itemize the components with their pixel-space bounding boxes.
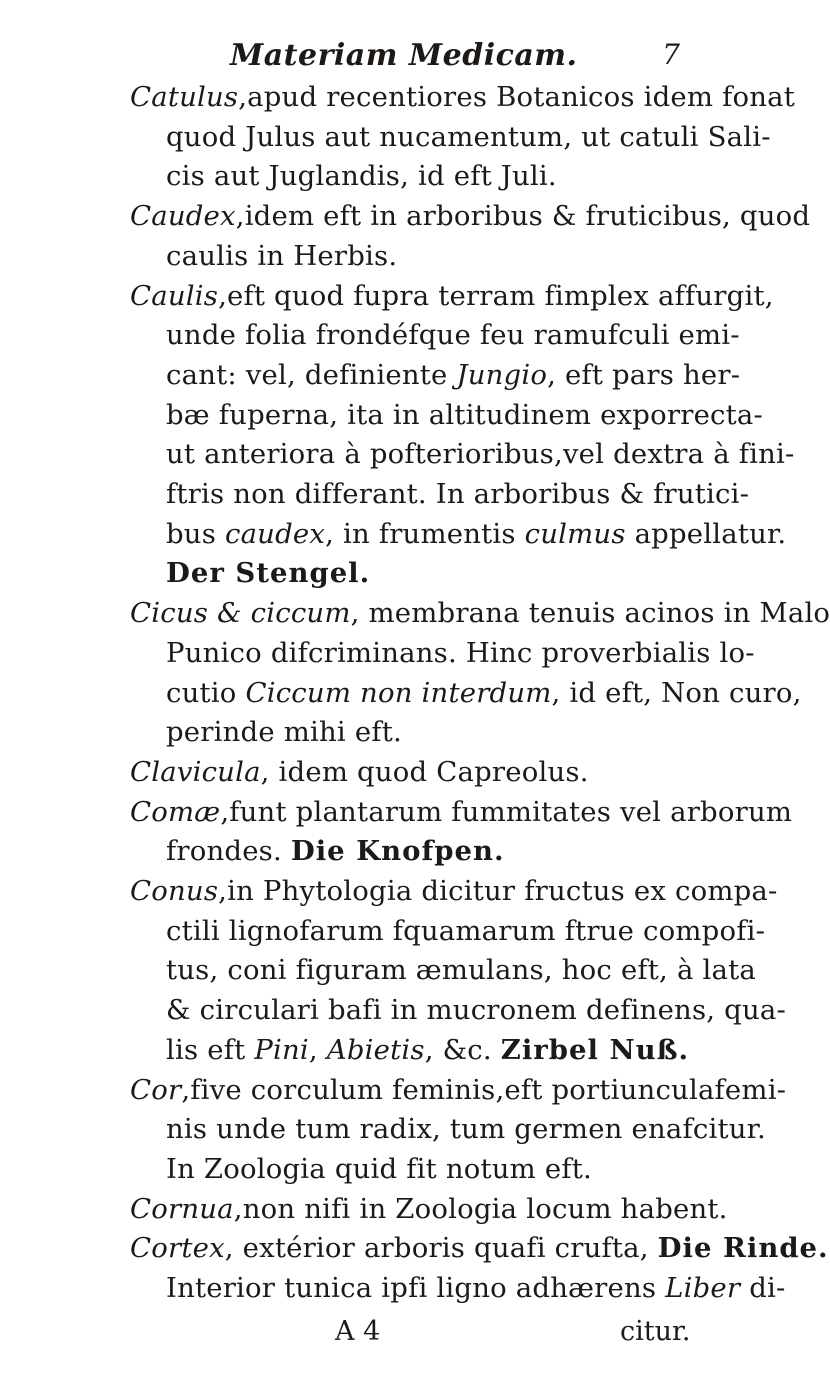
entry-line: [166, 358, 740, 392]
entry-line: [166, 953, 756, 987]
italic-term: culmus: [524, 518, 626, 550]
italic-term: Pini: [254, 1034, 309, 1066]
text-run: quod Julus aut nucamentum, ut catuli Sali-: [166, 121, 771, 153]
italic-term: Cortex: [130, 1232, 225, 1264]
text-run: lis eft: [166, 1034, 255, 1066]
entry-line: [166, 993, 786, 1027]
text-run: cutio: [166, 677, 246, 709]
running-title: Materiam Medicam.: [230, 38, 578, 73]
text-run: ut anteriora à pofterioribus,vel dextra à fini-: [166, 438, 795, 470]
text-run: , id eft, Non curo,: [551, 677, 802, 709]
italic-term: Caulis: [130, 280, 219, 312]
entry-headline: [130, 755, 589, 789]
text-run: ,idem eft in arboribus & fruticibus, quod: [235, 200, 811, 232]
text-run: Interior tunica ipfi ligno adhærens: [166, 1272, 666, 1304]
entry-line: [166, 159, 557, 193]
german-gloss: Der Stengel.: [166, 557, 371, 589]
text-run: In Zoologia quid fit notum eft.: [166, 1153, 592, 1185]
entry-headline: [130, 874, 778, 908]
italic-term: Abietis: [326, 1034, 425, 1066]
page-number: 7: [662, 38, 680, 71]
text-run: caulis in Herbis.: [166, 240, 398, 272]
german-gloss: Die Rinde.: [657, 1232, 829, 1264]
catchword: citur.: [620, 1316, 691, 1347]
german-gloss: Zirbel Nuß.: [500, 1034, 690, 1066]
text-run: di-: [740, 1272, 786, 1304]
entry-line: [166, 636, 755, 670]
entry-line: [166, 517, 786, 551]
entry-line: [166, 676, 802, 710]
entry-line: [166, 1152, 592, 1186]
text-run: , eft pars her-: [547, 359, 741, 391]
text-run: ftris non differant. In arboribus & frutici-: [166, 478, 750, 510]
text-run: perinde mihi eft.: [166, 716, 402, 748]
entry-headline: [130, 1073, 786, 1107]
italic-term: Ciccum non interdum: [245, 677, 552, 709]
text-run: cant: vel, definiente: [166, 359, 457, 391]
italic-term: Cor: [130, 1074, 182, 1106]
text-run: cis aut Juglandis, id eft Juli.: [166, 160, 557, 192]
entry-headline: [130, 80, 795, 114]
entry-line: [166, 398, 763, 432]
text-run: frondes.: [166, 835, 291, 867]
text-run: ,in Phytologia dicitur fructus ex compa-: [218, 875, 778, 907]
text-run: appellatur.: [625, 518, 787, 550]
text-run: nis unde tum radix, tum germen enafcitur.: [166, 1113, 766, 1145]
italic-term: Catulus: [130, 81, 239, 113]
italic-term: Cicus & ciccum: [130, 597, 351, 629]
text-run: tus, coni figuram æmulans, hoc eft, à lata: [166, 954, 756, 986]
text-run: bus: [166, 518, 225, 550]
text-run: ,eft quod fupra terram fimplex affurgit,: [218, 280, 774, 312]
italic-term: Cornua: [130, 1193, 234, 1225]
entry-line: [166, 477, 749, 511]
text-run: & circulari bafi in mucronem definens, qua-: [166, 994, 786, 1026]
text-run: , extérior arboris quafi crufta,: [224, 1232, 658, 1264]
italic-term: Clavicula: [130, 756, 261, 788]
german-gloss: Die Knofpen.: [290, 835, 505, 867]
entry-headline: [130, 795, 792, 829]
text-run: Punico difcriminans. Hinc proverbialis lo-: [166, 637, 755, 669]
text-run: ,apud recentiores Botanicos idem fonat: [238, 81, 796, 113]
entry-headline: [130, 596, 830, 630]
entry-headline: [130, 199, 810, 233]
entry-line: [166, 556, 370, 590]
entry-line: [166, 239, 397, 273]
italic-term: Caudex: [130, 200, 236, 232]
italic-term: Conus: [130, 875, 219, 907]
entry-headline: [130, 1231, 829, 1265]
text-run: ,five corculum feminis,eft portiunculafemi-: [181, 1074, 787, 1106]
text-run: bæ fuperna, ita in altitudinem exporrecta-: [166, 399, 763, 431]
entry-line: [166, 318, 740, 352]
entry-line: [166, 914, 765, 948]
entry-headline: [130, 1192, 728, 1226]
italic-term: Liber: [665, 1272, 741, 1304]
entry-headline: [130, 279, 774, 313]
text-run: , membrana tenuis acinos in Malo: [350, 597, 830, 629]
text-run: , in frumentis: [325, 518, 525, 550]
text-run: unde folia frondéfque feu ramufculi emi-: [166, 319, 740, 351]
text-run: , &c.: [424, 1034, 501, 1066]
text-run: ,funt plantarum fummitates vel arborum: [220, 796, 793, 828]
entry-line: [166, 1112, 766, 1146]
entry-line: [166, 1271, 785, 1305]
text-run: , idem quod Capreolus.: [260, 756, 589, 788]
italic-term: Jungio: [456, 359, 548, 391]
entry-line: [166, 437, 795, 471]
running-head: [230, 38, 680, 78]
signature-mark: A 4: [335, 1316, 381, 1347]
entry-line: [166, 1033, 689, 1067]
text-run: ctili lignofarum fquamarum ftrue compofi-: [166, 915, 766, 947]
entry-line: [166, 120, 771, 154]
italic-term: Comæ: [130, 796, 221, 828]
text-run: ,: [308, 1034, 327, 1066]
entry-line: [166, 834, 505, 868]
italic-term: caudex: [224, 518, 326, 550]
text-run: ,non nifi in Zoologia locum habent.: [233, 1193, 728, 1225]
entry-line: [166, 715, 402, 749]
